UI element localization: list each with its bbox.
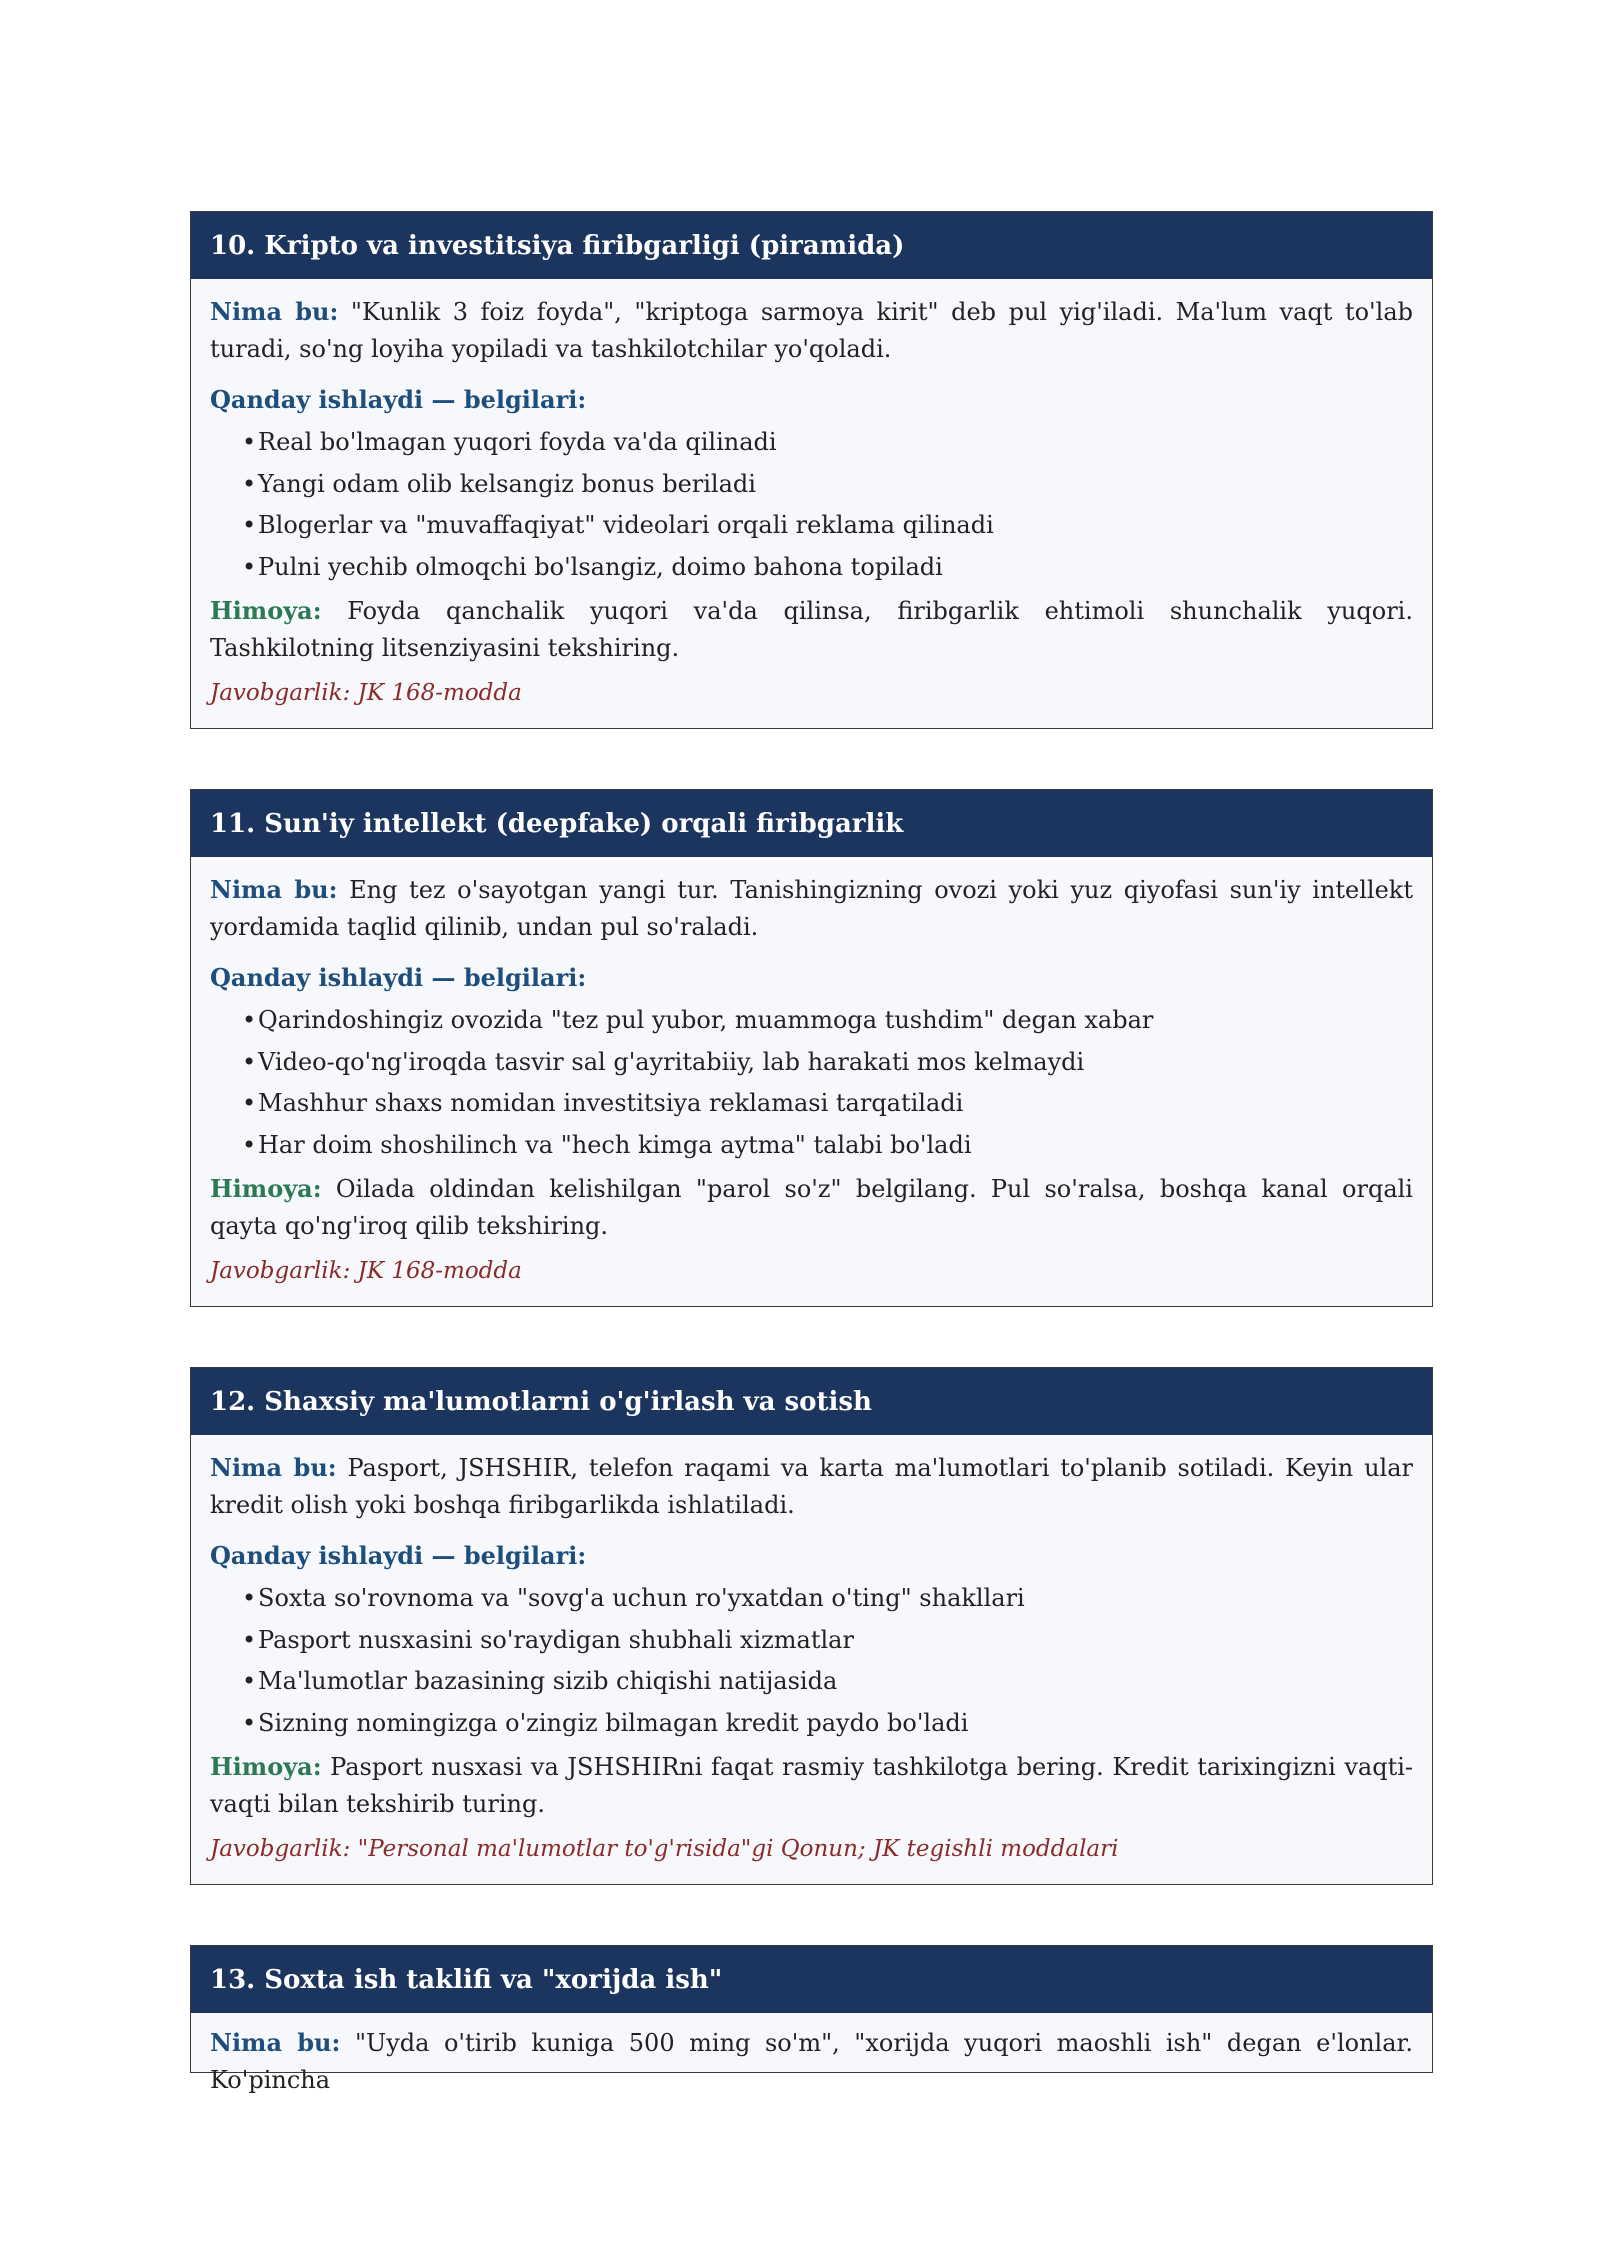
liability-note: Javobgarlik: JK 168-modda	[210, 1258, 522, 1284]
list-item: •Har doim shoshilinch va "hech kimga aytma" talabi bo'ladi	[242, 1125, 1413, 1167]
list-item: •Pasport nusxasini so'raydigan shubhali xizmatlar	[242, 1620, 1413, 1662]
protection-text: Pasport nusxasi va JSHSHIRni faqat rasmiy tashkilotga bering. Kredit tarixingizni vaqti-vaqti bilan tekshirib turing.	[210, 1753, 1413, 1818]
list-item: •Real bo'lmagan yuqori foyda va'da qilinadi	[242, 422, 1413, 464]
bullet-icon: •	[242, 511, 257, 539]
bullet-icon: •	[242, 1006, 257, 1034]
signs-list	[210, 1578, 1413, 1744]
definition-text: "Kunlik 3 foiz foyda", "kriptoga sarmoya kirit" deb pul yig'iladi. Ma'lum vaqt to'lab turadi, so'ng loyiha yopiladi va tashkilotchilar yo'qoladi.	[210, 298, 1414, 363]
section-body	[191, 857, 1432, 1304]
liability-note: Javobgarlik: "Personal ma'lumotlar to'g'risida"gi Qonun; JK tegishli moddalari	[210, 1836, 1119, 1862]
definition-paragraph	[210, 2024, 1413, 2099]
section-title: 13. Soxta ish taklifi va "xorijda ish"	[191, 1946, 1432, 2013]
definition-label: Nima bu:	[210, 2028, 341, 2057]
section-body	[191, 2013, 1432, 2113]
definition-text: Eng tez o'sayotgan yangi tur. Tanishingizning ovozi yoki yuz qiyofasi sun'iy intellekt yordamida taqlid qilinib, undan pul so'raladi.	[210, 876, 1413, 941]
bullet-icon: •	[242, 1667, 257, 1695]
definition-label: Nima bu:	[210, 875, 338, 904]
protection-label: Himoya:	[210, 596, 322, 625]
protection-text: Oilada oldindan kelishilgan "parol so'z" belgilang. Pul so'ralsa, boshqa kanal orqali qayta qo'ng'iroq qilib tekshiring.	[210, 1175, 1413, 1240]
section-card-10	[190, 211, 1433, 729]
protection-label: Himoya:	[210, 1174, 322, 1203]
section-body	[191, 279, 1432, 726]
definition-paragraph	[210, 293, 1413, 368]
section-title: 10. Kripto va investitsiya firibgarligi (piramida)	[191, 212, 1432, 279]
section-card-13	[190, 1945, 1433, 2094]
bullet-icon: •	[242, 552, 257, 581]
signs-list	[210, 422, 1413, 588]
signs-heading: Qanday ishlaydi — belgilari:	[210, 385, 587, 414]
definition-paragraph	[210, 871, 1413, 946]
list-item: •Blogerlar va "muvaffaqiyat" videolari orqali reklama qilinadi	[242, 505, 1413, 547]
protection-paragraph	[210, 592, 1413, 667]
signs-list	[210, 1000, 1413, 1166]
bullet-icon: •	[242, 1130, 257, 1159]
liability-note: Javobgarlik: JK 168-modda	[210, 680, 522, 706]
list-item: •Soxta so'rovnoma va "sovg'a uchun ro'yxatdan o'ting" shakllari	[242, 1578, 1413, 1620]
list-item: •Mashhur shaxs nomidan investitsiya reklamasi tarqatiladi	[242, 1083, 1413, 1125]
signs-heading: Qanday ishlaydi — belgilari:	[210, 963, 587, 992]
section-title: 11. Sun'iy intellekt (deepfake) orqali firibgarlik	[191, 790, 1432, 857]
list-item: •Qarindoshingiz ovozida "tez pul yubor, muammoga tushdim" degan xabar	[242, 1000, 1413, 1042]
list-item: •Yangi odam olib kelsangiz bonus beriladi	[242, 464, 1413, 506]
section-title: 12. Shaxsiy ma'lumotlarni o'g'irlash va sotish	[191, 1368, 1432, 1435]
definition-label: Nima bu:	[210, 1453, 337, 1482]
bullet-icon: •	[242, 469, 257, 498]
definition-text: "Uyda o'tirib kuniga 500 ming so'm", "xorijda yuqori maoshli ish" degan e'lonlar. Ko'pincha	[210, 2029, 1413, 2094]
definition-text: Pasport, JSHSHIR, telefon raqami va karta ma'lumotlari to'planib sotiladi. Keyin ular kredit olish yoki boshqa firibgarlikda ishlatiladi.	[210, 1454, 1413, 1519]
signs-heading: Qanday ishlaydi — belgilari:	[210, 1541, 587, 1570]
protection-text: Foyda qanchalik yuqori va'da qilinsa, firibgarlik ehtimoli shunchalik yuqori. Tashkilotning litsenziyasini tekshiring.	[210, 597, 1413, 662]
list-item: •Pulni yechib olmoqchi bo'lsangiz, doimo bahona topiladi	[242, 547, 1413, 589]
bullet-icon: •	[242, 428, 257, 456]
section-body	[191, 1435, 1432, 1882]
bullet-icon: •	[242, 1708, 257, 1737]
definition-label: Nima bu:	[210, 297, 339, 326]
section-card-11	[190, 789, 1433, 1307]
list-item: •Sizning nomingizga o'zingiz bilmagan kredit paydo bo'ladi	[242, 1703, 1413, 1745]
list-item: •Video-qo'ng'iroqda tasvir sal g'ayritabiiy, lab harakati mos kelmaydi	[242, 1042, 1413, 1084]
definition-paragraph	[210, 1449, 1413, 1524]
bullet-icon: •	[242, 1089, 257, 1117]
protection-paragraph	[210, 1170, 1413, 1245]
section-card-12	[190, 1367, 1433, 1885]
protection-label: Himoya:	[210, 1752, 322, 1781]
bullet-icon: •	[242, 1584, 257, 1612]
list-item: •Ma'lumotlar bazasining sizib chiqishi natijasida	[242, 1661, 1413, 1703]
bullet-icon: •	[242, 1047, 257, 1076]
bullet-icon: •	[242, 1625, 257, 1654]
protection-paragraph	[210, 1748, 1413, 1823]
